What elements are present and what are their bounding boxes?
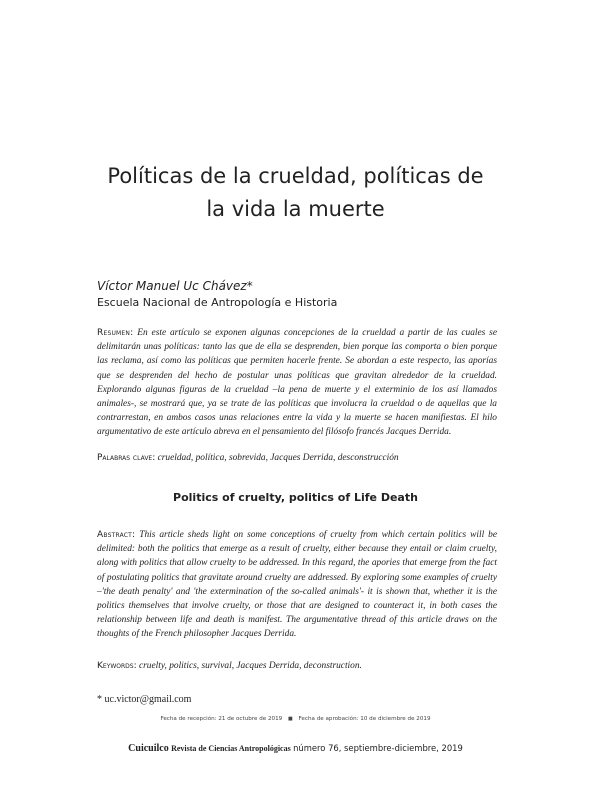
journal-subtitle: Revista de Ciencias Antropológicas xyxy=(171,744,291,753)
article-title xyxy=(60,160,531,226)
keywords-line xyxy=(97,661,497,671)
journal-name: Cuicuilco xyxy=(128,743,169,754)
abstract-paragraph xyxy=(97,528,497,642)
received-date: Fecha de recepción: 21 de octubre de 2019 xyxy=(160,716,283,722)
keywords-label: Keywords: xyxy=(97,661,137,671)
keywords-text: cruelty, politics, survival, Jacques Derrida, deconstruction. xyxy=(139,661,362,671)
resumen-label: Resumen: xyxy=(97,328,134,338)
author-name: Víctor Manuel Uc Chávez* xyxy=(97,279,253,293)
journal-issue: número 76, septiembre-diciembre, 2019 xyxy=(293,743,463,753)
journal-footer xyxy=(0,743,591,754)
date-separator: ■ xyxy=(288,716,293,722)
palabras-clave-label: Palabras clave: xyxy=(97,453,156,463)
article-title-line-2: la vida la muerte xyxy=(206,197,385,221)
author-affiliation: Escuela Nacional de Antropología e Historia xyxy=(97,296,338,309)
english-title: Politics of cruelty, politics of Life Death xyxy=(173,491,418,504)
approved-date: Fecha de aprobación: 10 de diciembre de 2019 xyxy=(298,716,431,722)
resumen-text: En este artículo se exponen algunas concepciones de la crueldad a partir de las cuales se delimitarán unas políticas: tanto las que de ella se desprenden, bien porque las comporta o bien porque las reclama, así como las políticas que permiten hacerle frente. Se abordan a este respecto, las aporías que se desprenden del hecho de postular unas políticas que gravitan alrededor de la crueldad. Explorando algunas figuras de la crueldad –la pena de muerte y el exterminio de los así llamados animales-, se mostrará que, ya se trate de las políticas que involucra la crueldad o de aquellas que la contrarrestan, en ambos casos unas relaciones entre la vida y la muerte se hacen manifiestas. El hilo argumentativo de este artículo abreva en el pensamiento del filósofo francés Jacques Derrida. xyxy=(97,328,497,438)
submission-dates xyxy=(0,716,591,722)
palabras-clave-line xyxy=(97,453,497,463)
abstract-label: Abstract: xyxy=(97,530,136,540)
author-email-footnote: * uc.victor@gmail.com xyxy=(97,694,192,705)
palabras-clave-text: crueldad, política, sobrevida, Jacques Derrida, desconstrucción xyxy=(157,453,399,463)
abstract-text: This article sheds light on some conceptions of cruelty from which certain politics will be delimited: both the politics that emerge as a result of cruelty, either because they entail or claim cruelty, along with politics that allow cruelty to be addressed. In this regard, the apories that emerge from the fact of postulating politics that gravitate around cruelty are addressed. By exploring some examples of cruelty –'the death penalty' and 'the extermination of the so-called animals'- it is shown that, whether it is the politics themselves that involve cruelty, or those that are designed to counteract it, in both cases the relationship between life and death is manifest. The argumentative thread of this article draws on the thoughts of the French philosopher Jacques Derrida. xyxy=(97,530,497,640)
article-title-line-1: Políticas de la crueldad, políticas de xyxy=(107,164,484,188)
resumen-paragraph xyxy=(97,326,497,440)
